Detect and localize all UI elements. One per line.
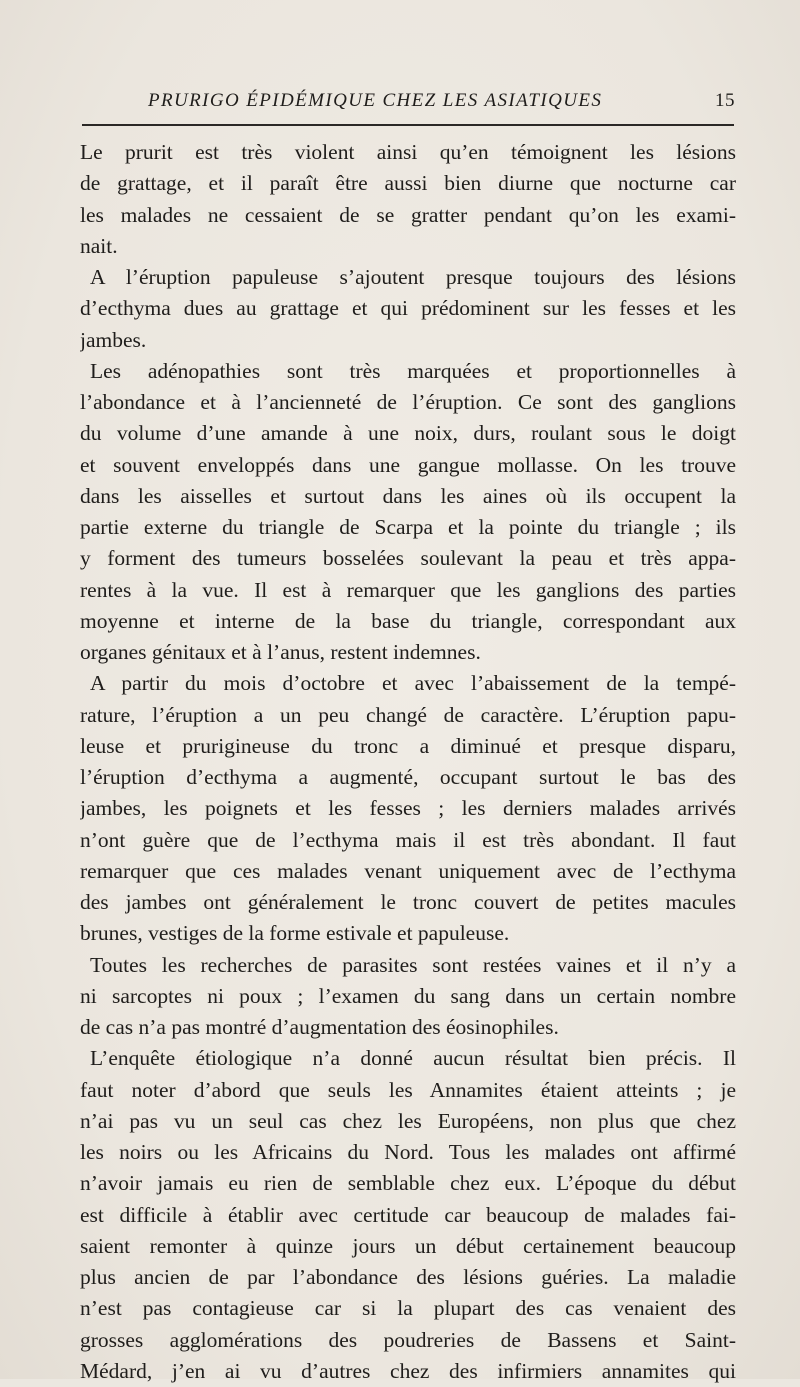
text-line: les noirs ou les Africains du Nord. Tous les malades ont affirmé <box>80 1140 736 1164</box>
text-line: d’ecthyma dues au grattage et qui prédominent sur les fesses et les <box>80 296 736 321</box>
text-line: leuse et prurigineuse du tronc a diminué et presque disparu, <box>80 733 736 758</box>
text-line: moyenne et interne de la base du triangle, correspondant aux <box>80 608 736 633</box>
text-line: partie externe du triangle de Scarpa et la pointe du triangle ; ils <box>80 515 736 539</box>
text-line: faut noter d’abord que seuls les Annamites étaient atteints ; je <box>80 1077 736 1102</box>
text-line: L’enquête étiologique n’a donné aucun résultat bien précis. Il <box>90 1046 736 1071</box>
text-line: saient remonter à quinze jours un début certainement beaucoup <box>80 1233 736 1258</box>
text-line: y forment des tumeurs bosselées soulevant la peau et très appa- <box>80 546 736 571</box>
text-line: Les adénopathies sont très marquées et proportionnelles à <box>90 358 736 383</box>
text-line: et souvent enveloppés dans une gangue mollasse. On les trouve <box>80 452 736 477</box>
text-line: nait. <box>80 233 118 258</box>
text-line: Toutes les recherches de parasites sont restées vaines et il n’y a <box>90 952 736 977</box>
text-line: Le prurit est très violent ainsi qu’en témoignent les lésions <box>80 140 736 164</box>
body-text <box>80 137 736 1387</box>
header-rule <box>82 124 734 126</box>
text-line: jambes, les poignets et les fesses ; les derniers malades arrivés <box>80 796 736 821</box>
text-line: des jambes ont généralement le tronc couvert de petites macules <box>80 890 736 914</box>
text-line: grosses agglomérations des poudreries de Bassens et Saint- <box>80 1327 736 1352</box>
text-line: brunes, vestiges de la forme estivale et papuleuse. <box>80 921 510 946</box>
text-line: n’ai pas vu un seul cas chez les Européens, non plus que chez <box>80 1108 736 1133</box>
text-line: rentes à la vue. Il est à remarquer que les ganglions des parties <box>80 577 736 602</box>
text-line: l’éruption d’ecthyma a augmenté, occupant surtout le bas des <box>80 765 736 789</box>
text-line: jambes. <box>80 327 147 352</box>
text-line: Médard, j’en ai vu d’autres chez des infirmiers annamites qui <box>80 1358 736 1383</box>
page-number: 15 <box>715 90 735 111</box>
text-line: de grattage, et il paraît être aussi bien diurne que nocturne car <box>80 171 736 196</box>
text-line: n’est pas contagieuse car si la plupart des cas venaient des <box>80 1296 736 1321</box>
text-line: est difficile à établir avec certitude car beaucoup de malades fai- <box>80 1202 736 1227</box>
text-line: A partir du mois d’octobre et avec l’abaissement de la tempé- <box>90 671 736 696</box>
text-line: n’avoir jamais eu rien de semblable chez eux. L’époque du début <box>80 1171 736 1196</box>
text-line: A l’éruption papuleuse s’ajoutent presque toujours des lésions <box>90 265 736 289</box>
text-line: de cas n’a pas montré d’augmentation des éosinophiles. <box>80 1015 559 1039</box>
text-line: dans les aisselles et surtout dans les aines où ils occupent la <box>80 483 736 508</box>
running-head <box>80 90 735 118</box>
text-line: rature, l’éruption a un peu changé de caractère. L’éruption papu- <box>80 702 736 727</box>
text-line: remarquer que ces malades venant uniquement avec de l’ecthyma <box>80 858 736 883</box>
text-line: organes génitaux et à l’anus, restent indemnes. <box>80 640 481 664</box>
text-line: plus ancien de par l’abondance des lésions guéries. La maladie <box>80 1265 736 1289</box>
text-line: ni sarcoptes ni poux ; l’examen du sang dans un certain nombre <box>80 983 736 1008</box>
text-line: les malades ne cessaient de se gratter pendant qu’on les exami- <box>80 202 736 227</box>
text-line: n’ont guère que de l’ecthyma mais il est très abondant. Il faut <box>80 827 736 852</box>
running-title: PRURIGO ÉPIDÉMIQUE CHEZ LES ASIATIQUES <box>148 90 603 111</box>
text-line: l’abondance et à l’ancienneté de l’éruption. Ce sont des ganglions <box>80 390 736 414</box>
text-line: du volume d’une amande à une noix, durs, roulant sous le doigt <box>80 421 736 446</box>
